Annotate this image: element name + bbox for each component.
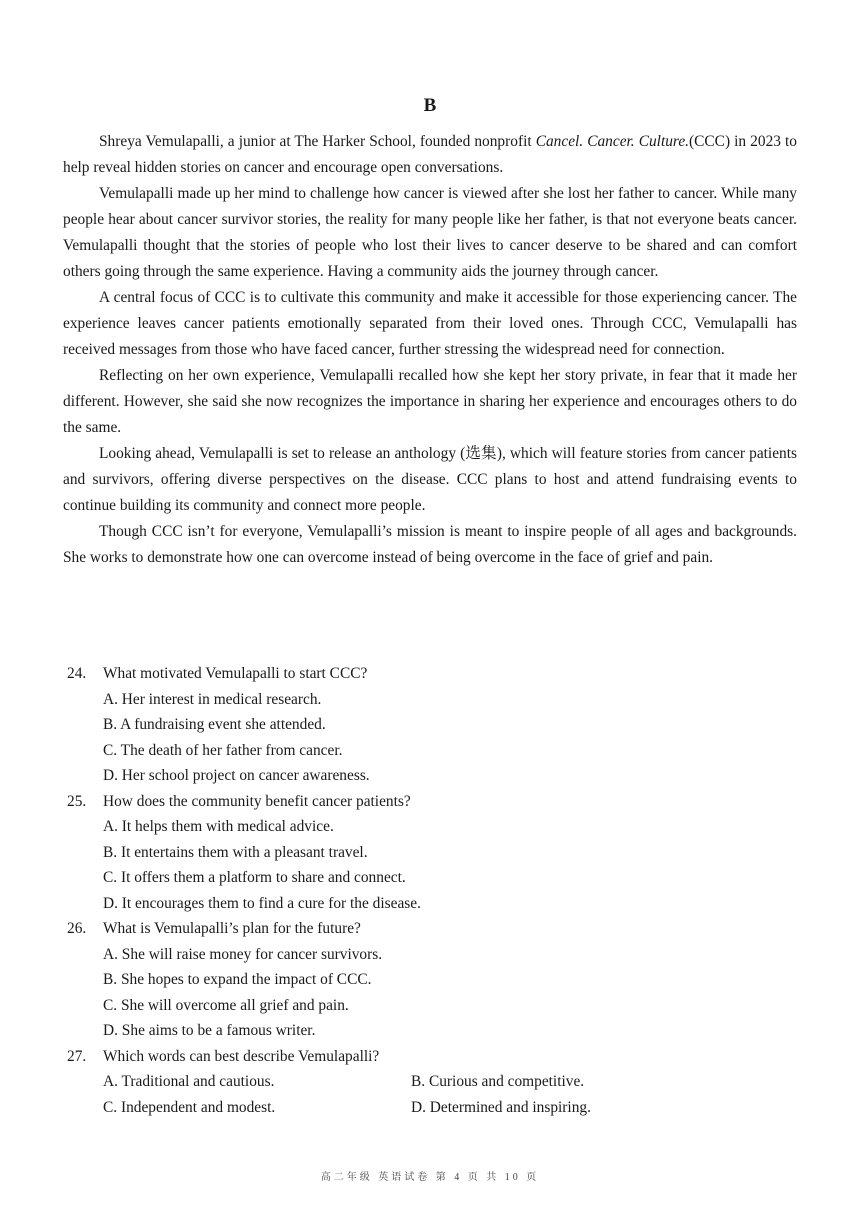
option-grid [67,1069,767,1120]
option-a: A. She will raise money for cancer survivors. [103,945,383,963]
passage-paragraph-1 [63,129,797,181]
passage-paragraph-4: Reflecting on her own experience, Vemulapalli recalled how she kept her story private, in fear that it made her different. However, she said she now recognizes the importance in sharing her experience and encourages others to do the same. [63,367,797,436]
paragraph-text: Shreya Vemulapalli, a junior at The Harker School, founded nonprofit [99,133,536,150]
question-text: How does the community benefit cancer patients? [103,792,411,810]
question-number: 25. [67,792,87,810]
section-heading: B [423,95,437,116]
option-d: D. Her school project on cancer awareness. [103,767,370,784]
option-b: B. She hopes to expand the impact of CCC. [103,971,372,988]
option-d: D. It encourages them to find a cure for the disease. [103,894,421,912]
question-text: What is Vemulapalli’s plan for the future? [103,920,361,937]
option-b: B. It entertains them with a pleasant travel. [103,843,368,861]
option-c: C. It offers them a platform to share and connect. [103,869,406,886]
question-text: What motivated Vemulapalli to start CCC? [103,665,368,682]
reading-passage [63,129,797,571]
option-b: B. A fundraising event she attended. [103,716,326,733]
question-number: 24. [67,665,87,682]
option-b: B. Curious and competitive. [411,1073,585,1090]
page-footer: 高二年级 英语试卷 第 4 页 共 10 页 [320,1172,540,1183]
question-stem [67,1044,767,1070]
question-stem [67,916,767,942]
passage-paragraph-6: Though CCC isn’t for everyone, Vemulapalli’s mission is meant to inspire people of all ages and backgrounds. She works to demonstrate how one can overcome instead of being overcome in the face of grief and pain. [63,523,797,566]
option-d: D. Determined and inspiring. [411,1098,591,1116]
question-24 [67,661,767,789]
question-number: 26. [67,920,87,937]
option-a: A. Traditional and cautious. [103,1073,275,1090]
passage-paragraph-2: Vemulapalli made up her mind to challenge how cancer is viewed after she lost her father to cancer. While many people hear about cancer survivor stories, the reality for many people like her father, is that not everyone beats cancer. Vemulapalli thought that the stories of people who lost their lives to cancer deserve to be shared and can comfort others going through the same experience. Having a community aids the journey through cancer. [63,185,797,280]
question-number: 27. [67,1047,87,1065]
passage-paragraph-5: Looking ahead, Vemulapalli is set to release an anthology (选集), which will feature stories from cancer patients and survivors, offering diverse perspectives on the disease. CCC plans to host and attend fundraising events to continue building its community and connect more people. [63,445,797,514]
organization-name: Cancel. Cancer. Culture. [535,133,690,150]
option-c: C. The death of her father from cancer. [103,741,343,759]
question-26 [67,916,767,1044]
option-c: C. She will overcome all grief and pain. [103,996,349,1014]
paragraph-text: (CCC) in 2023 to help reveal hidden stories on cancer and encourage open conversations. [63,133,797,176]
question-27 [67,1044,767,1121]
question-text: Which words can best describe Vemulapalli? [103,1047,380,1065]
question-stem [67,789,767,815]
question-25 [67,789,767,917]
passage-paragraph-3: A central focus of CCC is to cultivate this community and make it accessible for those experiencing cancer. The experience leaves cancer patients emotionally separated from their loved ones. Through CCC, Vemulapalli has received messages from those who have faced cancer, further stressing the widespread need for connection. [63,289,797,358]
question-stem [67,661,767,687]
option-d: D. She aims to be a famous writer. [103,1022,316,1039]
option-a: A. Her interest in medical research. [103,690,322,708]
option-c: C. Independent and modest. [103,1098,276,1116]
option-a: A. It helps them with medical advice. [103,818,334,835]
question-list [67,661,767,1120]
